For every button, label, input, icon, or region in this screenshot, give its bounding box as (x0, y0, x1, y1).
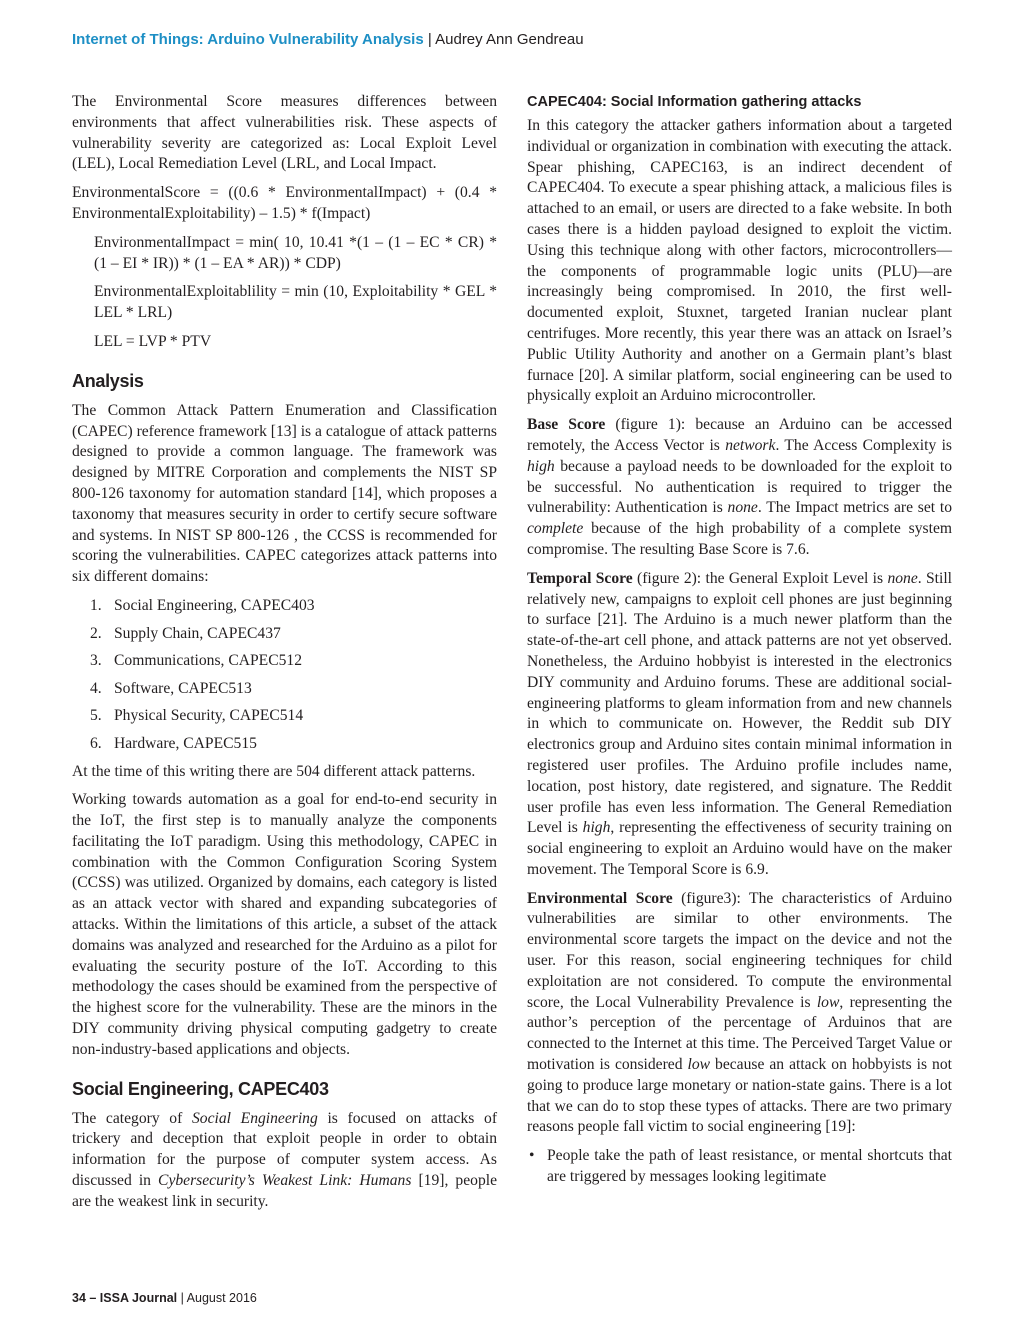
list-item (72, 679, 497, 700)
formula-environmental-exploitability: EnvironmentalExploitablility = min (10, Exploitability * GEL * LEL * LRL) (94, 283, 497, 322)
footer-page-journal: 34 – ISSA Journal (72, 1291, 178, 1305)
list-number: 4. (90, 679, 102, 697)
list-text: People take the path of least resistance, or mental shortcuts that are triggered by messages looking legitimate (547, 1147, 952, 1186)
list-text: Hardware, CAPEC515 (114, 734, 257, 752)
text-run: The category of (72, 1109, 192, 1127)
text-run: because of the high probability of a complete system compromise. The resulting Base Score is 7.6. (527, 520, 952, 558)
lead-term: Base Score (527, 416, 606, 434)
list-text: Physical Security, CAPEC514 (114, 707, 304, 725)
environmental-score-intro: The Environmental Score measures differences between environments that affect vulnerabilities risk. These aspects of vulnerability severity are categorized as: Local Exploit Level (LEL), Local Remediation Level (LRL, and Local Impact. (72, 93, 497, 173)
temporal-score-paragraph (527, 569, 952, 881)
text-run: , representing the effectiveness of security training on social engineering to exploit an Arduino would have on the maker movement. The Temporal Score is 6.9. (527, 819, 952, 878)
list-number: 6. (90, 734, 102, 752)
text-run: (figure3): The characteristics of Arduino vulnerabilities are similar to other environments. The environmental score targets the impact on the device and not the user. For this reason, social engineering techniques for child exploitation are not considered. To compute the environmental score, the Local Vulnerability Prevalence is (527, 889, 952, 1011)
list-text: Social Engineering, CAPEC403 (114, 596, 315, 614)
text-run: is focused on attacks of trickery and deception that exploit people in order to obtain information for the purpose of computer system access. As discussed in (72, 1109, 498, 1190)
text-run: . The Access Complexity is (775, 436, 953, 454)
bullet-icon: • (529, 1147, 535, 1165)
emphasis: Social Engineering (192, 1109, 318, 1127)
running-header (72, 30, 952, 50)
emphasis: Cybersecurity’s Weakest Link: Humans (158, 1172, 412, 1190)
emphasis: low (687, 1056, 711, 1074)
left-column (72, 92, 497, 1221)
methodology-paragraph: Working towards automation as a goal for end-to-end security in the IoT, the first step is to manually analyze the components facilitating the IoT paradigm. Using this methodology, CAPEC in combination with the Common Configuration Scoring System (CCSS) was utilized. Organized by domains, each category is listed as an attack vector with shared and expanding subcategories of attacks. Within the limitations of this article, a subset of the attack domains was analyzed and researched for the Arduino as a pilot for evaluating the security posture of the IoT. According to this methodology the cases should be examined from the perspective of the highest score for the vulnerability. These are the minors in the DIY community driving physical computing gadgetry to create non-industry-based applications and objects. (72, 791, 497, 1058)
footer-date: August 2016 (186, 1291, 257, 1305)
formula-environmental-score: EnvironmentalScore = ((0.6 * EnvironmentalImpact) + (0.4 * EnvironmentalExploitability) – 1.5) * f(Impact) (72, 184, 497, 222)
formula-environmental-impact: EnvironmentalImpact = min( 10, 10.41 *(1 – (1 – EC * CR) * (1 – EI * IR)) * (1 – EA * AR)) * CDP) (94, 233, 497, 272)
social-engineering-paragraph (72, 1109, 497, 1213)
emphasis: high (527, 457, 555, 475)
list-item (72, 624, 497, 645)
header-separator: | (427, 31, 432, 48)
text-run: [19], people are the weakest link in security. (72, 1172, 497, 1210)
formula-lel: LEL = LVP * PTV (94, 332, 212, 350)
base-score-paragraph (527, 415, 952, 561)
emphasis: complete (527, 520, 584, 538)
text-run: , representing the author’s perception of the percentage of Arduinos that are connected to the Internet at this time. The Perceived Target Value or motivation is considered (527, 993, 952, 1074)
emphasis: none (727, 499, 758, 517)
domain-list (72, 596, 497, 755)
list-item (72, 596, 497, 617)
list-number: 3. (90, 652, 102, 670)
list-item (72, 706, 497, 727)
text-run: because a payload needs to be downloaded for the exploit to be successful. No authentication is required to trigger the vulnerability: Authentication is (527, 457, 952, 517)
list-number: 2. (90, 624, 102, 642)
header-title: Internet of Things: Arduino Vulnerability Analysis (72, 31, 424, 48)
right-column (527, 92, 952, 1188)
attack-pattern-count: At the time of this writing there are 504 different attack patterns. (72, 762, 476, 780)
analysis-heading: Analysis (72, 370, 144, 391)
text-run: (figure 1): because an Arduino can be accessed remotely, the Access Vector is (527, 416, 952, 454)
list-item (72, 651, 497, 672)
emphasis: high (582, 819, 611, 837)
list-number: 1. (90, 596, 102, 614)
footer-separator: | (180, 1291, 184, 1305)
emphasis: low (816, 993, 840, 1011)
list-text: Supply Chain, CAPEC437 (114, 624, 281, 642)
reasons-list (527, 1146, 952, 1188)
analysis-paragraph: The Common Attack Pattern Enumeration and Classification (CAPEC) reference framework [13] is a catalogue of attack patterns designed to provide a common language. The framework was designed by MITRE Corporation and complements the NIST SP 800-126 taxonomy for automation standard [14], which proposes a taxonomy that measures security in order to certify secure software and systems. In NIST SP 800-126 , the CCSS is recommended for scoring the vulnerabilities. CAPEC categorizes attack patterns into six different domains: (72, 401, 497, 586)
text-run: (figure 2): the General Exploit Level is (632, 569, 888, 587)
environmental-score-paragraph (527, 889, 952, 1139)
list-item (72, 734, 497, 755)
text-run: . Still relatively new, campaigns to exploit cell phones are just beginning to surface [21]. The Arduino is a much newer platform than the state-of-the-art cell phone, and attack patterns are not yet observed. Nonetheless, the Arduino hobbyist is interested in the electronics DIY community and Arduino forums. These are additional social-engineering platforms to gleam information from and new channels in which to communicate on. However, the Reddit sub DIY electronics group and Arduino sites contain minimal information in registered user profiles. The Arduino profile includes name, location, post history, date registered, and signature. The Reddit user profile has even less information. The General Remediation Level is (527, 569, 952, 837)
text-run: . The Impact metrics are set to (757, 499, 952, 517)
capec404-heading: CAPEC404: Social Information gathering attacks (527, 94, 862, 110)
list-number: 5. (90, 707, 102, 725)
list-item (527, 1146, 952, 1188)
header-author: Audrey Ann Gendreau (435, 31, 584, 48)
capec404-paragraph: In this category the attacker gathers information about a targeted individual or organization in combination with executing the attack. Spear phishing, CAPEC163, is an indirect decendent of CAPEC404. To execute a spear phishing attack, a malicious files is attached to an email, or users are directed to a fake website. In both cases there is a hidden payload designed to exploit the victim. Using this technique along with other factors, microcontrollers—the components of programmable logic units (PLU)—are increasingly being compromised. In 2010, the first well-documented exploit, Stuxnet, targeted Iranian nuclear plant centrifuges. More recently, this year there was an attack on Israel’s Public Utility Authority and another on a Germain plant’s blast furnace [20]. A similar platform, social engineering can be used to physically exploit an Arduino microcontroller. (527, 117, 952, 405)
lead-term: Environmental Score (527, 889, 673, 907)
social-engineering-heading: Social Engineering, CAPEC403 (72, 1078, 329, 1099)
lead-term: Temporal Score (527, 569, 633, 587)
page-footer (72, 1291, 257, 1305)
list-text: Software, CAPEC513 (114, 679, 252, 697)
text-run: because an attack on hobbyists is not going to produce large monetary or nation-state gains. There is a lot that we can do to stop these types of attacks. There are two primary reasons people fall victim to social engineering [19]: (527, 1056, 952, 1136)
emphasis: none (887, 569, 918, 587)
list-text: Communications, CAPEC512 (114, 652, 303, 670)
emphasis: network (725, 436, 776, 454)
